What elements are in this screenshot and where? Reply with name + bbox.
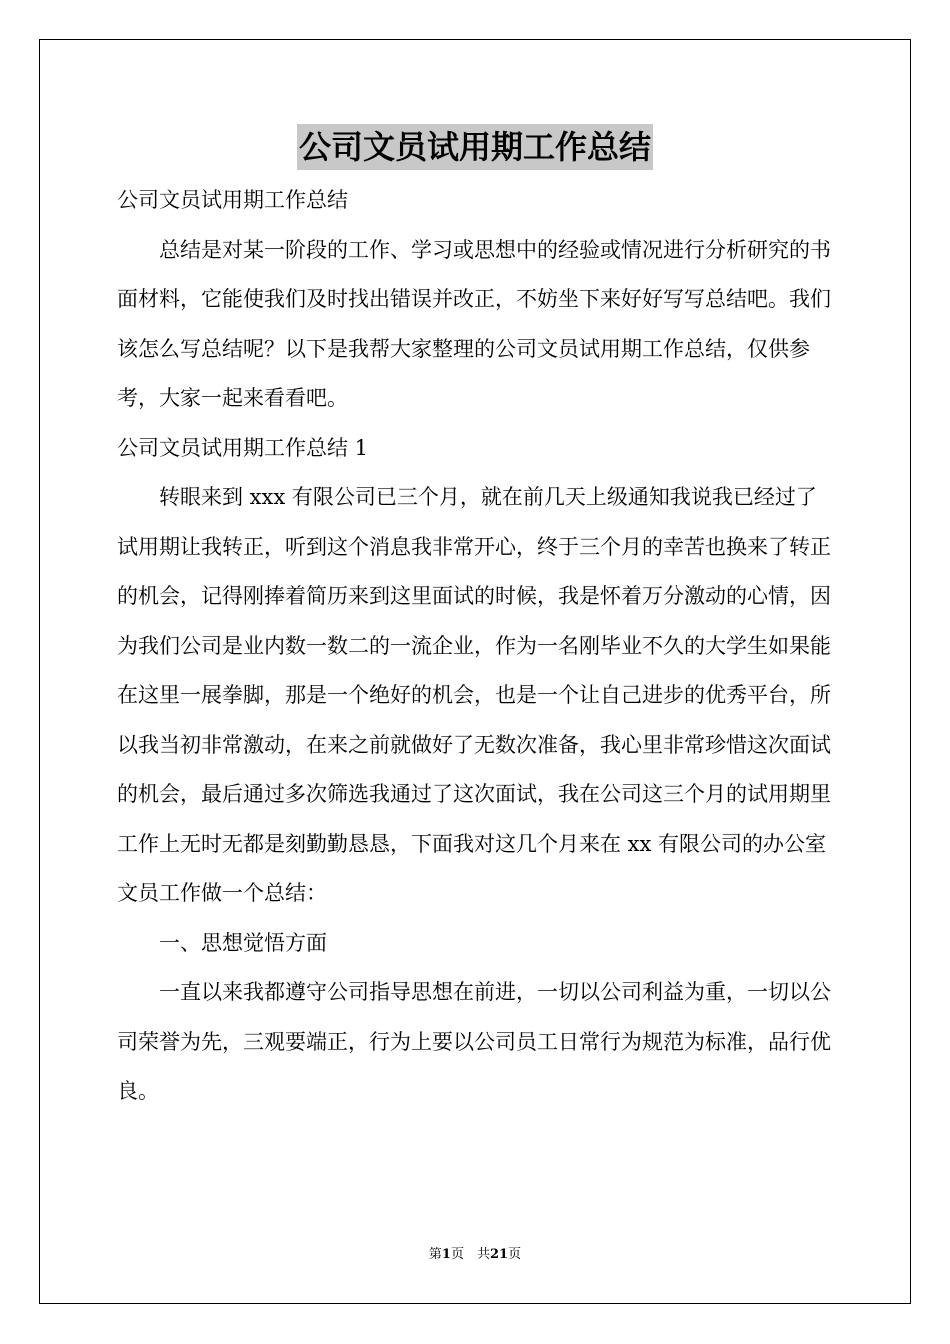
document-body [117, 176, 833, 1117]
document-title: 公司文员试用期工作总结 [297, 124, 653, 170]
subtitle-line: 公司文员试用期工作总结 [117, 188, 348, 212]
intro-paragraph: 总结是对某一阶段的工作、学习或思想中的经验或情况进行分析研究的书面材料，它能使我们及时找出错误并改正，不妨坐下来好好写写总结吧。我们该怎么写总结呢？以下是我帮大家整理的公司文员试用期工作总结，仅供参考，大家一起来看看吧。 [117, 237, 831, 410]
footer-total-pages: 21 [489, 1247, 509, 1262]
page-footer [0, 1245, 950, 1265]
footer-suffix: 页 [508, 1247, 522, 1262]
title-container [0, 124, 950, 170]
footer-page-number: 1 [441, 1247, 451, 1262]
footer-mid: 页 共 [450, 1247, 490, 1262]
section-heading: 公司文员试用期工作总结 1 [117, 435, 369, 460]
footer-prefix: 第 [428, 1247, 442, 1262]
body-paragraph: 转眼来到 xxx 有限公司已三个月，就在前几天上级通知我说我已经过了试用期让我转正，听到这个消息我非常开心，终于三个月的幸苦也换来了转正的机会，记得刚捧着简历来到这里面试的时候，我是怀着万分激动的心情，因为我们公司是业内数一数二的一流企业，作为一名刚毕业不久的大学生如果能在这里一展拳脚，那是一个绝好的机会，也是一个让自己进步的优秀平台，所以我当初非常激动，在来之前就做好了无数次准备，我心里非常珍惜这次面试的机会，最后通过多次筛选我通过了这次面试，我在公司这三个月的试用期里工作上无时无都是刻勤勤恳恳，下面我对这几个月来在 xx 有限公司的办公室文员工作做一个总结： [117, 485, 831, 905]
body-paragraph: 一直以来我都遵守公司指导思想在前进，一切以公司利益为重，一切以公司荣誉为先，三观要端正，行为上要以公司员工日常行为规范为标准，品行优良。 [117, 980, 831, 1103]
subsection-heading: 一、思想觉悟方面 [159, 930, 327, 955]
